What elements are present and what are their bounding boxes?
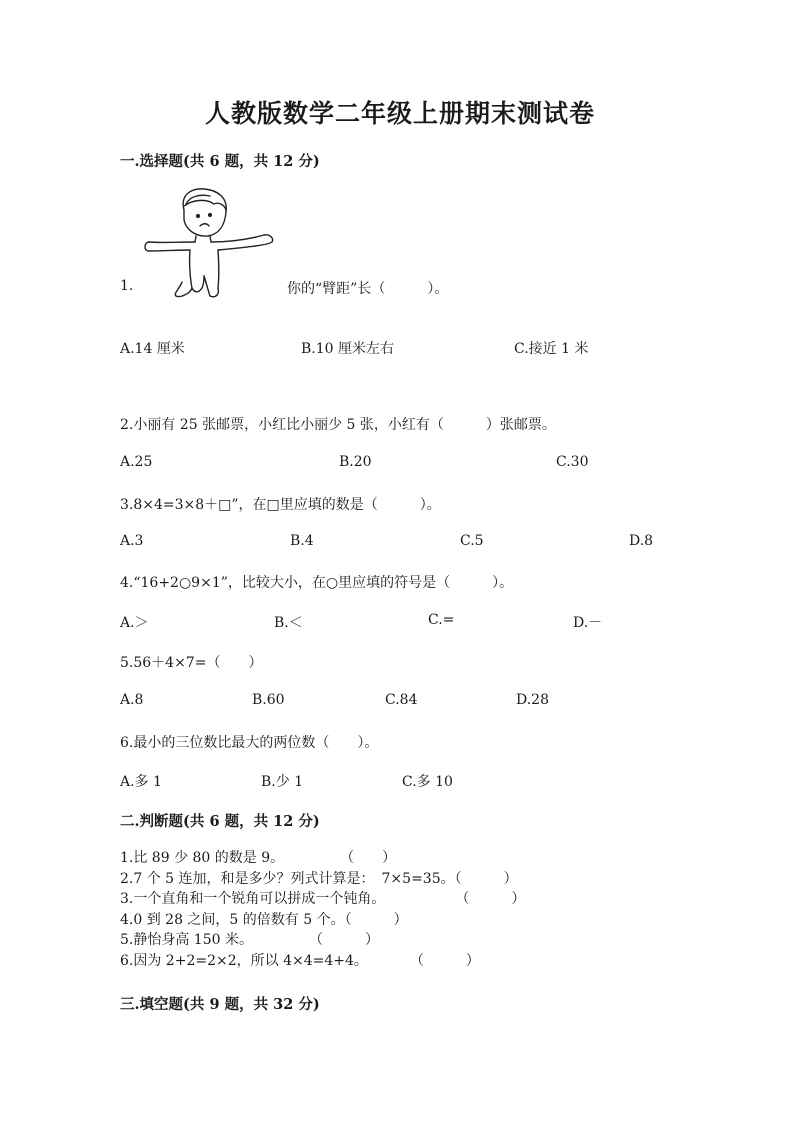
q6-option-b: B.少 1	[261, 774, 304, 790]
question-3-text: 3.8×4=3×8＋□”，在□里应填的数是（ ）。	[120, 497, 441, 513]
true-false-item-5: 5.静怡身高 150 米。 （ ）	[120, 932, 379, 948]
true-false-item-4: 4.0 到 28 之间，5 的倍数有 5 个。（ ）	[120, 912, 408, 928]
q2-option-c: C.30	[556, 454, 589, 470]
q1-option-b: B.10 厘米左右	[301, 341, 395, 357]
child-arm-span-figure	[140, 184, 280, 304]
question-6-text: 6.最小的三位数比最大的两位数（ ）。	[120, 735, 379, 751]
section-heading-choice: 一.选择题(共 6 题，共 12 分)	[120, 153, 320, 170]
q4-option-a: A.＞	[120, 615, 149, 631]
true-false-item-2: 2.7 个 5 连加，和是多少？列式计算是： 7×5=35。（ ）	[120, 871, 518, 887]
q4-option-b: B.＜	[274, 615, 303, 631]
true-false-item-6: 6.因为 2+2=2×2，所以 4×4=4+4。 （ ）	[120, 953, 480, 969]
q3-option-c: C.5	[460, 533, 484, 549]
q5-option-a: A.8	[120, 692, 144, 708]
q5-option-d: D.28	[516, 692, 549, 708]
question-2-text: 2.小丽有 25 张邮票，小红比小丽少 5 张，小红有（ ）张邮票。	[120, 417, 556, 433]
q1-option-a: A.14 厘米	[120, 341, 185, 357]
q2-option-b: B.20	[339, 454, 372, 470]
q5-option-c: C.84	[385, 692, 418, 708]
q5-option-b: B.60	[252, 692, 285, 708]
page-title: 人教版数学二年级上册期末测试卷	[204, 99, 595, 128]
q4-option-c: C.=	[428, 612, 455, 628]
q3-option-b: B.4	[290, 533, 314, 549]
q6-option-a: A.多 1	[120, 774, 162, 790]
question-1-number: 1.	[120, 278, 134, 294]
question-4-text: 4.“16+2○9×1”，比较大小，在○里应填的符号是（ ）。	[120, 575, 514, 591]
q6-option-c: C.多 10	[402, 774, 453, 790]
question-1-text: 你的“臂距”长（ ）。	[287, 281, 449, 297]
q3-option-d: D.8	[629, 533, 654, 549]
true-false-item-3: 3.一个直角和一个锐角可以拼成一个钝角。 （ ）	[120, 891, 526, 907]
q2-option-a: A.25	[120, 454, 153, 470]
true-false-item-1: 1.比 89 少 80 的数是 9。 （ ）	[120, 850, 397, 866]
section-heading-true-false: 二.判断题(共 6 题，共 12 分)	[120, 813, 320, 830]
section-heading-fill-blank: 三.填空题(共 9 题，共 32 分)	[120, 996, 320, 1013]
q1-option-c: C.接近 1 米	[514, 341, 589, 357]
q4-option-d: D.－	[573, 615, 603, 631]
q3-option-a: A.3	[120, 533, 144, 549]
question-5-text: 5.56＋4×7=（ ）	[120, 655, 263, 671]
